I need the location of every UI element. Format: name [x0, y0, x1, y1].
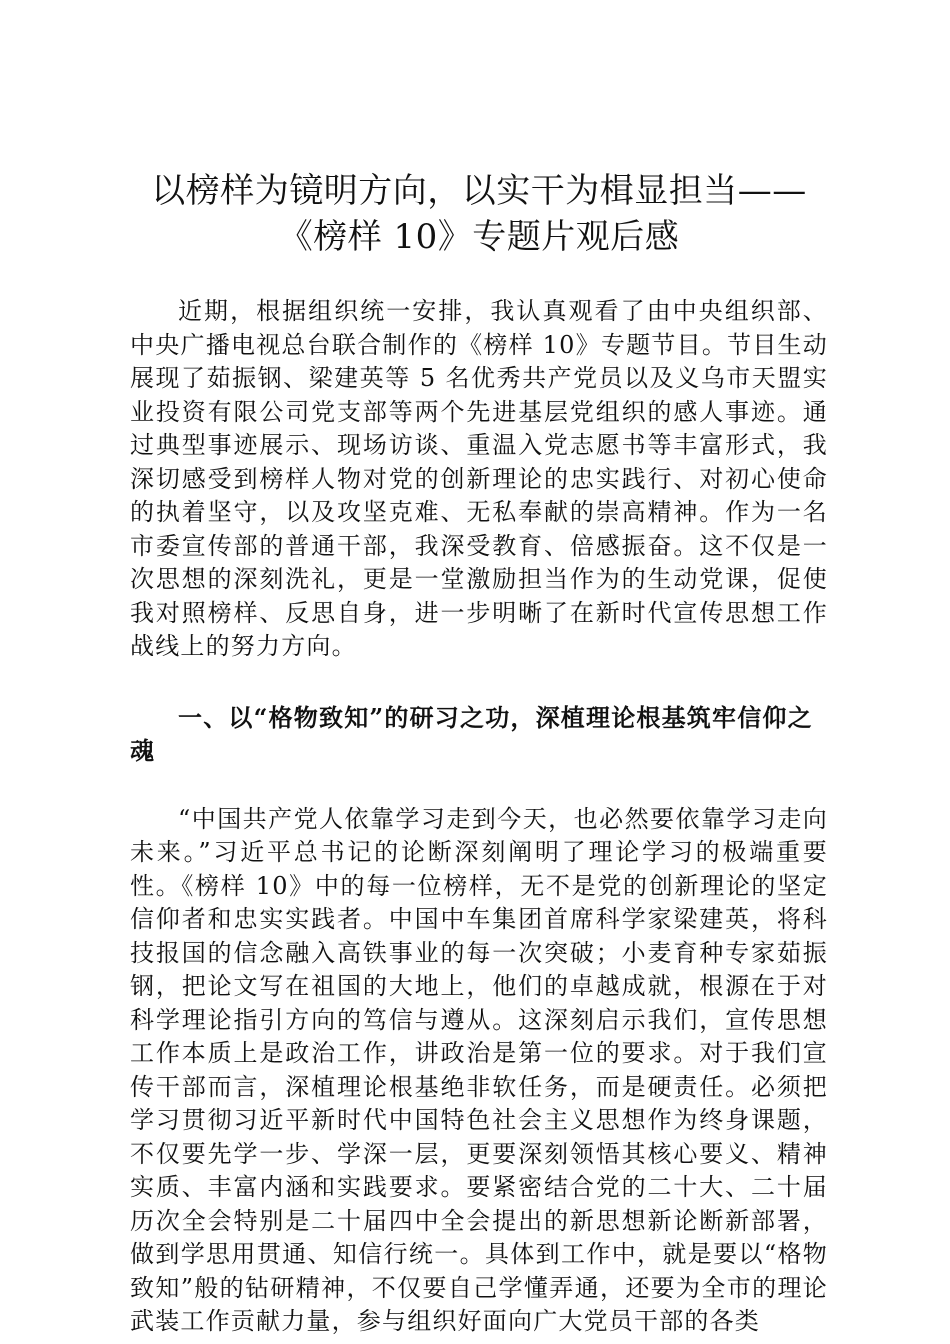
intro-paragraph: 近期，根据组织统一安排，我认真观看了由中央组织部、中央广播电视总台联合制作的《榜样 10》专题节目。节目生动展现了茹振钢、梁建英等 5 名优秀共产党员以及义乌市天盟实业投资有限公司党支部等两个先进基层党组织的感人事迹。通过典型事迹展示、现场访谈、重温入党志愿书等丰富形式，我深切感受到榜样人物对党的创新理论的忠实践行、对初心使命的执着坚守，以及攻坚克难、无私奉献的崇高精神。作为一名市委宣传部的普通干部，我深受教育、倍感振奋。这不仅是一次思想的深刻洗礼，更是一堂激励担当作为的生动党课，促使我对照榜样、反思自身，进一步明晰了在新时代宣传思想工作战线上的努力方向。	[130, 297, 828, 660]
section-1-heading: 一、以“格物致知”的研习之功，深植理论根基筑牢信仰之魂	[130, 702, 813, 765]
document-page	[130, 168, 828, 1339]
title-line-1: 以榜样为镜明方向，以实干为楫显担当——	[151, 171, 807, 211]
title-line-2: 《榜样 10》专题片观后感	[278, 217, 680, 257]
section-1-paragraph: “中国共产党人依靠学习走到今天，也必然要依靠学习走向未来。”习近平总书记的论断深刻阐明了理论学习的极端重要性。《榜样 10》中的每一位榜样，无不是党的创新理论的坚定信仰者和忠实实践者。中国中车集团首席科学家梁建英，将科技报国的信念融入高铁事业的每一次突破；小麦育种专家茹振钢，把论文写在祖国的大地上，他们的卓越成就，根源在于对科学理论指引方向的笃信与遵从。这深刻启示我们，宣传思想工作本质上是政治工作，讲政治是第一位的要求。对于我们宣传干部而言，深植理论根基绝非软任务，而是硬责任。必须把学习贯彻习近平新时代中国特色社会主义思想作为终身课题，不仅要先学一步、学深一层，更要深刻领悟其核心要义、精神实质、丰富内涵和实践要求。要紧密结合党的二十大、二十届历次全会特别是二十届四中全会提出的新思想新论断新部署，做到学思用贯通、知信行统一。具体到工作中，就是要以“格物致知”般的钻研精神，不仅要自己学懂弄通，还要为全市的理论武装工作贡献力量，参与组织好面向广大党员干部的各类	[130, 804, 828, 1335]
document-title	[130, 168, 828, 260]
